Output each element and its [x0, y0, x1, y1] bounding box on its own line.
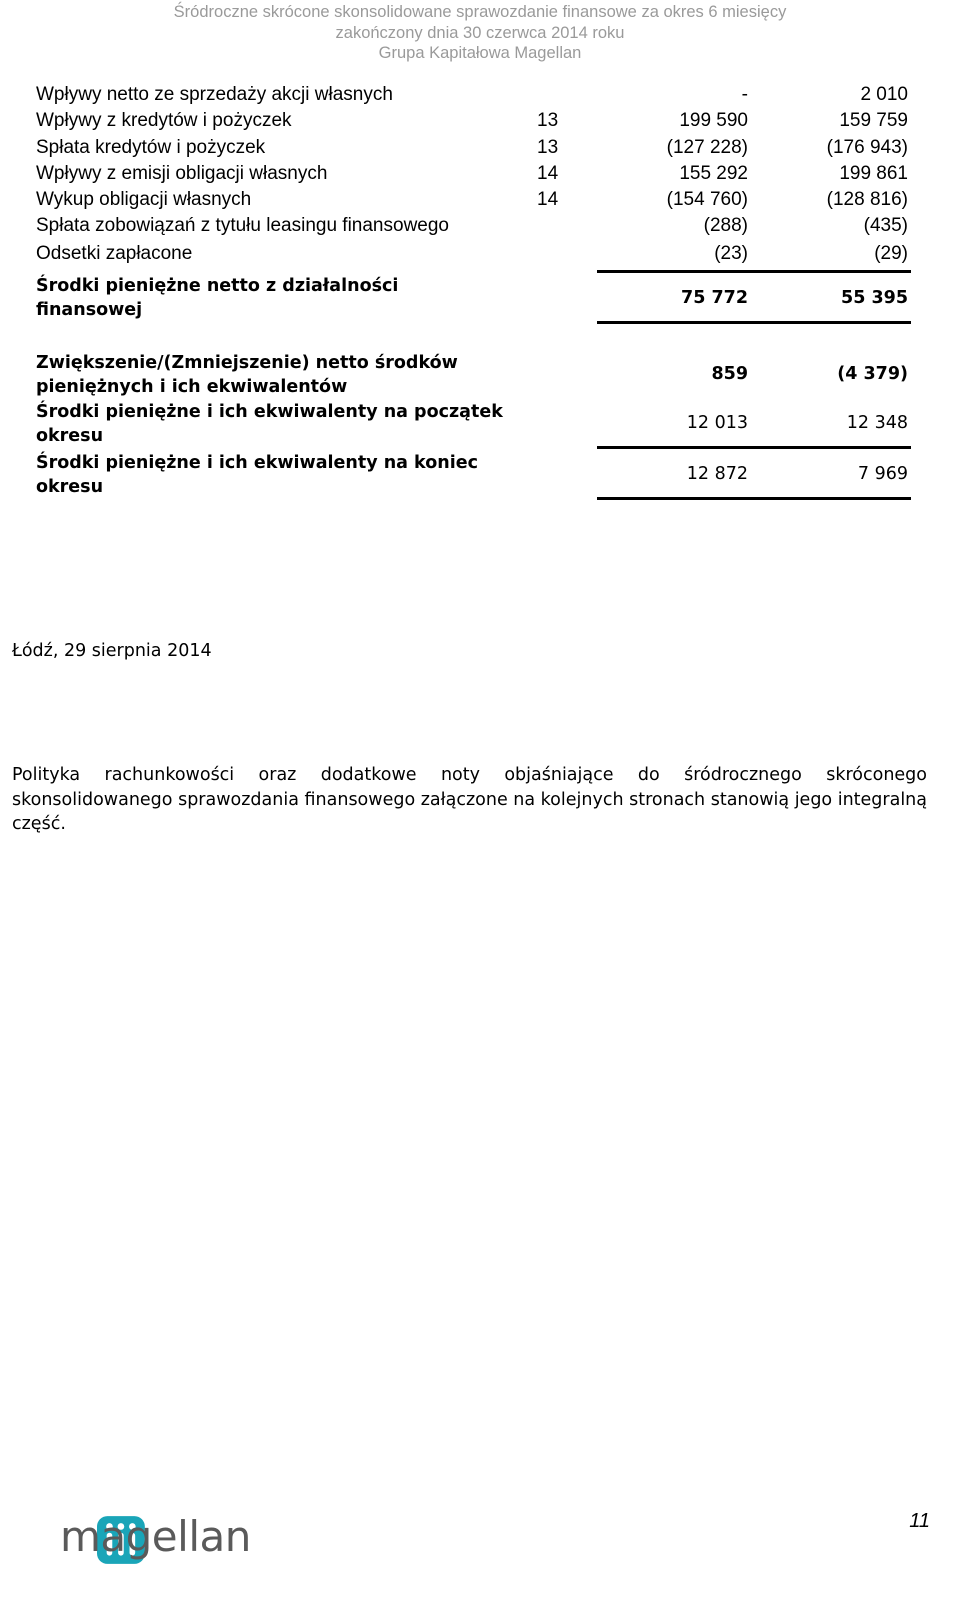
page-number: 11: [909, 1510, 930, 1532]
row-value-2013: (128 816): [826, 189, 908, 210]
place-and-date: Łódź, 29 sierpnia 2014: [12, 641, 212, 661]
opening-balance-value-2013: 12 348: [846, 413, 908, 433]
row-label: Wykup obligacji własnych: [36, 189, 252, 210]
row-value-2014: (23): [714, 243, 748, 264]
header-company: Grupa Kapitałowa Magellan: [378, 44, 582, 62]
row-label: Wpływy z emisji obligacji własnych: [36, 163, 328, 184]
opening-balance-value-2014: 12 013: [686, 413, 748, 433]
row-note: 13: [537, 110, 559, 131]
row-value-2014: 199 590: [679, 110, 748, 131]
row-note: 14: [537, 189, 559, 210]
closing-balance-value-2013: 7 969: [857, 464, 908, 484]
header-period: zakończony dnia 30 czerwca 2014 roku: [335, 23, 625, 42]
row-note: 13: [537, 137, 559, 158]
closing-balance-value-2014: 12 872: [686, 464, 748, 484]
row-value-2014: (127 228): [666, 137, 748, 158]
row-value-2014: (154 760): [666, 189, 748, 210]
net-change-value-2014: 859: [711, 364, 748, 384]
row-value-2013: (176 943): [826, 137, 908, 158]
row-value-2013: 159 759: [839, 110, 908, 131]
header-title: Śródroczne skrócone skonsolidowane sprawozdanie finansowe za okres 6 miesięcy: [173, 3, 787, 21]
row-value-2013: (435): [863, 215, 908, 236]
row-note: 14: [537, 163, 559, 184]
subtotal-bottom-rule: [597, 321, 911, 324]
row-label: Wpływy z kredytów i pożyczek: [36, 110, 292, 131]
subtotal-top-rule: [597, 270, 911, 273]
row-value-2014: -: [741, 84, 748, 105]
closing-balance-label: Środki pieniężne i ich ekwiwalenty na koniec okresu: [36, 453, 478, 497]
document-header: [0, 2, 960, 64]
row-value-2014: (288): [703, 215, 748, 236]
closing-bottom-rule: [597, 497, 911, 500]
net-change-value-2013: (4 379): [837, 364, 908, 384]
row-value-2013: (29): [874, 243, 908, 264]
closing-top-rule: [597, 446, 911, 449]
subtotal-value-2014: 75 772: [681, 288, 748, 308]
subtotal-value-2013: 55 395: [841, 288, 908, 308]
row-value-2013: 2 010: [860, 84, 908, 105]
policy-note: Polityka rachunkowości oraz dodatkowe noty objaśniające do śródrocznego skróconego skonsolidowanego sprawozdania finansowego załączone na kolejnych stronach stanowią jego integralną część.: [12, 765, 927, 834]
net-change-label: Zwiększenie/(Zmniejszenie) netto środków pieniężnych i ich ekwiwalentów: [36, 353, 458, 397]
logo-wordmark: magellan: [60, 1512, 251, 1561]
row-label: Wpływy netto ze sprzedaży akcji własnych: [36, 84, 393, 105]
opening-balance-label: Środki pieniężne i ich ekwiwalenty na początek okresu: [36, 402, 503, 446]
row-label: Spłata zobowiązań z tytułu leasingu finansowego: [36, 215, 449, 236]
row-label: Odsetki zapłacone: [36, 243, 193, 264]
subtotal-label: Środki pieniężne netto z działalności finansowej: [36, 276, 399, 320]
row-value-2013: 199 861: [839, 163, 908, 184]
row-value-2014: 155 292: [679, 163, 748, 184]
row-label: Spłata kredytów i pożyczek: [36, 137, 266, 158]
